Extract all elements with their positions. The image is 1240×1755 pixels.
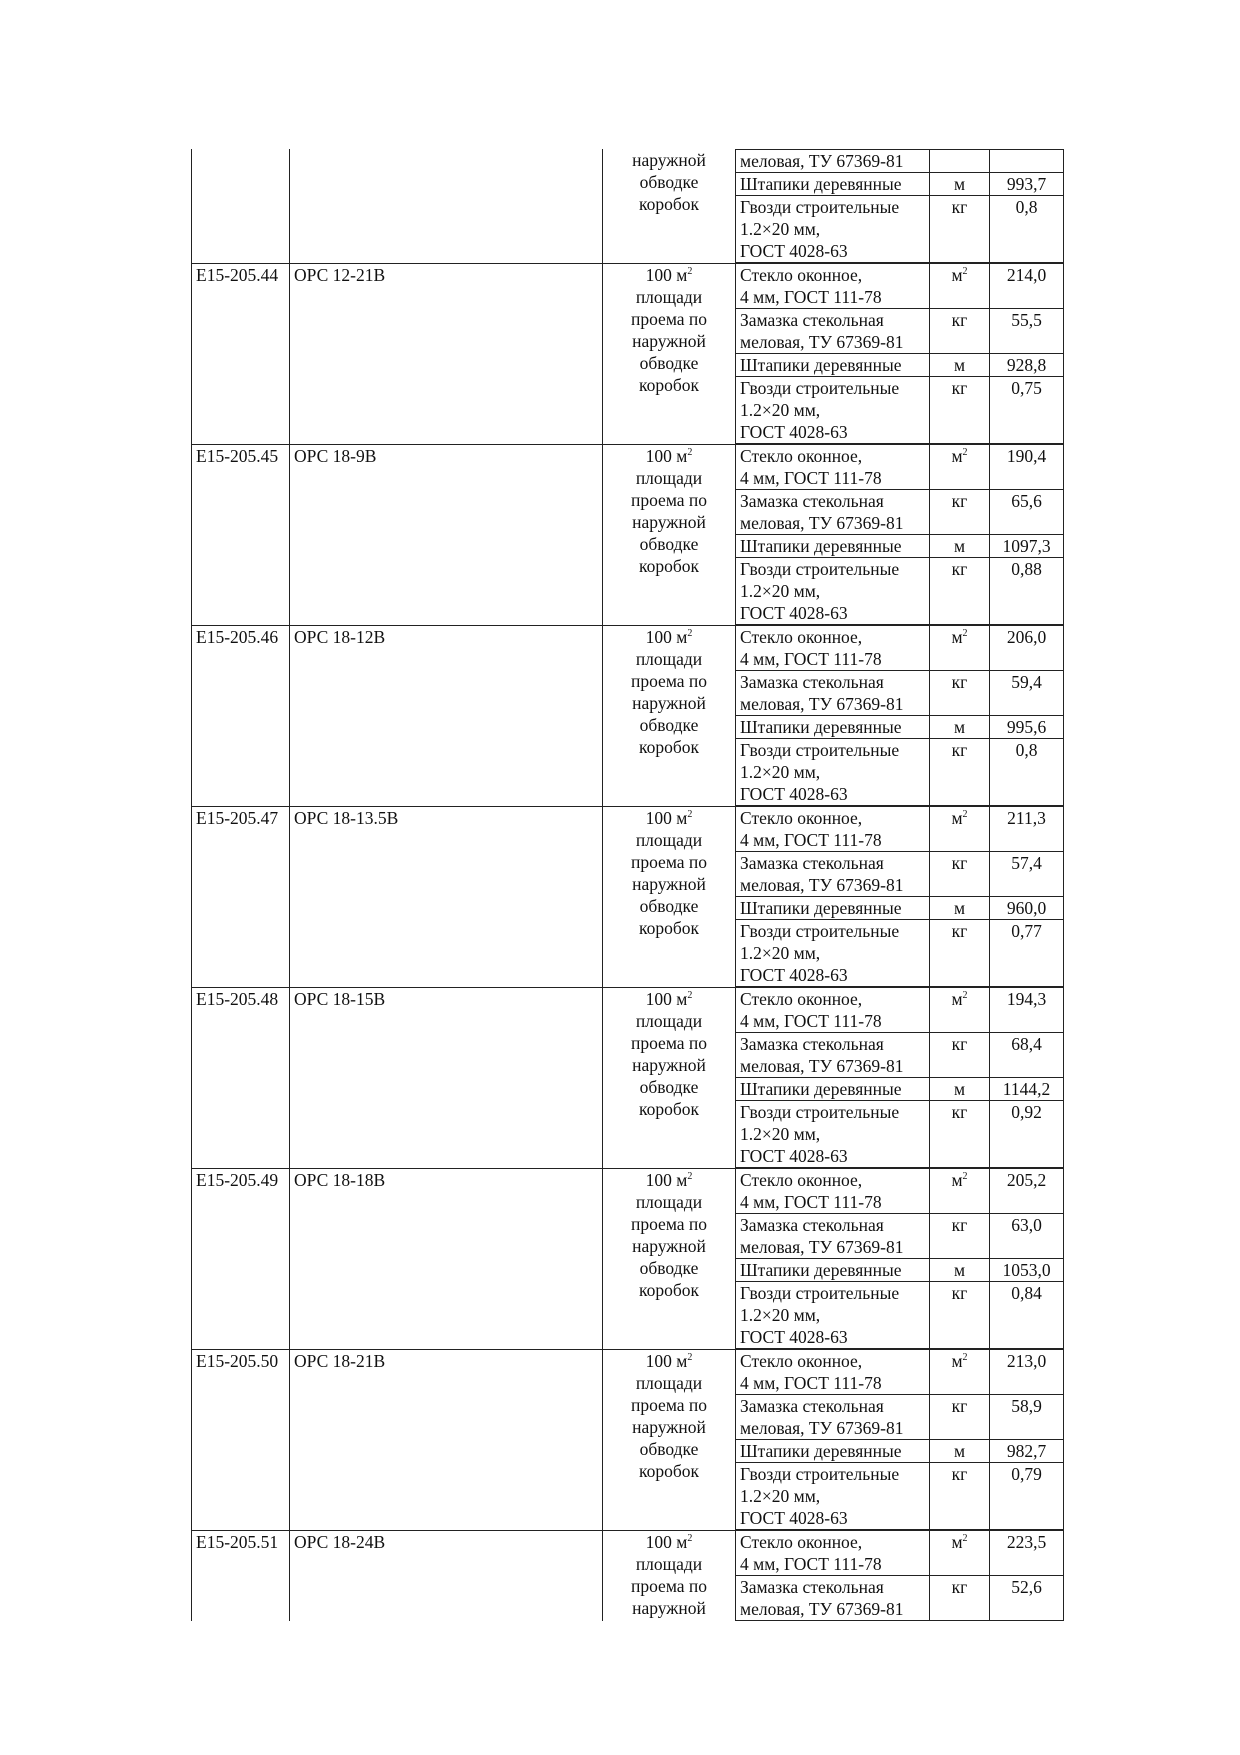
resource-name — [736, 739, 929, 805]
resources-list — [735, 807, 1064, 987]
resource-value: 52,6 — [989, 1576, 1063, 1620]
resource-name-line: меловая, ТУ 67369-81 — [740, 875, 904, 895]
resource-name-line: Замазка стекольная — [740, 853, 884, 873]
resources-list — [735, 264, 1064, 444]
resource-name-line: ГОСТ 4028-63 — [740, 1146, 848, 1166]
resource-name-line: Гвозди строительные — [740, 740, 900, 760]
resource-row — [736, 1214, 1063, 1259]
resource-name-line: Гвозди строительные — [740, 197, 900, 217]
unit-line: площади — [635, 287, 703, 307]
resource-row — [736, 920, 1063, 987]
resource-unit: м — [929, 173, 989, 195]
resource-unit: кг — [929, 1463, 989, 1529]
resource-unit: $м^2$ — [929, 1531, 989, 1575]
resource-name-line: меловая, ТУ 67369-81 — [740, 1418, 904, 1438]
resource-name-line: Штапики деревянные — [740, 1441, 902, 1461]
resource-value: 0,8 — [989, 739, 1063, 805]
table-row — [191, 263, 1064, 444]
norm-code: Е15-205.44 — [191, 264, 289, 444]
norm-code: Е15-205.50 — [191, 1350, 289, 1530]
resource-unit: м — [929, 1440, 989, 1462]
unit-line: проема по — [630, 1214, 708, 1234]
resource-name-line: Штапики деревянные — [740, 717, 902, 737]
resource-row — [736, 1350, 1063, 1395]
resource-value: 0,77 — [989, 920, 1063, 986]
product-name: ОРС 12-21В — [289, 264, 602, 444]
resource-name — [736, 920, 929, 986]
unit-line: наружной — [632, 1417, 706, 1437]
resource-name-line: ГОСТ 4028-63 — [740, 422, 848, 442]
resource-name-line: 4 мм, ГОСТ 111-78 — [740, 830, 882, 850]
unit-line: обводке — [639, 896, 699, 916]
resource-name-line: Стекло оконное, — [740, 265, 863, 285]
resource-row — [736, 1259, 1063, 1282]
resource-name-line: ГОСТ 4028-63 — [740, 965, 848, 985]
resource-row — [736, 1169, 1063, 1214]
resource-unit: кг — [929, 920, 989, 986]
resource-value: 960,0 — [989, 897, 1063, 919]
measurement-unit — [602, 807, 735, 987]
unit-line: наружной — [632, 874, 706, 894]
resource-row — [736, 716, 1063, 739]
resource-row — [736, 1440, 1063, 1463]
measurement-unit — [602, 626, 735, 806]
resource-name — [736, 354, 929, 376]
unit-line: 100 $м^2$ — [645, 627, 693, 647]
resource-name-line: Стекло оконное, — [740, 1170, 863, 1190]
resource-value: 205,2 — [989, 1169, 1063, 1213]
resource-value: 1053,0 — [989, 1259, 1063, 1281]
table-row — [191, 1168, 1064, 1349]
resource-name-line: 1.2×20 мм, — [740, 1305, 821, 1325]
resource-value: 0,8 — [989, 196, 1063, 262]
resource-row — [736, 490, 1063, 535]
unit-line: коробок — [638, 1280, 700, 1300]
resource-unit: кг — [929, 1101, 989, 1167]
resource-name-line: Штапики деревянные — [740, 898, 902, 918]
unit-line: обводке — [639, 1077, 699, 1097]
resource-unit: кг — [929, 1395, 989, 1439]
resource-unit: м — [929, 716, 989, 738]
resource-value: 995,6 — [989, 716, 1063, 738]
resource-name — [736, 309, 929, 353]
resource-value: 0,79 — [989, 1463, 1063, 1529]
resource-name — [736, 264, 929, 308]
resource-name — [736, 445, 929, 489]
measurement-unit — [602, 1531, 735, 1621]
resource-name-line: Замазка стекольная — [740, 1396, 884, 1416]
resource-name-line: Гвозди строительные — [740, 921, 900, 941]
resource-name — [736, 1440, 929, 1462]
resource-name — [736, 716, 929, 738]
resource-row — [736, 558, 1063, 625]
resource-name-line: Гвозди строительные — [740, 1102, 900, 1122]
resource-value: 55,5 — [989, 309, 1063, 353]
unit-line: наружной — [632, 1055, 706, 1075]
unit-line: коробок — [638, 1461, 700, 1481]
unit-line: 100 $м^2$ — [645, 808, 693, 828]
unit-line: площади — [635, 1192, 703, 1212]
product-name: ОРС 18-15В — [289, 988, 602, 1168]
resource-name — [736, 671, 929, 715]
resource-name-line: Гвозди строительные — [740, 1464, 900, 1484]
resource-name-line: 4 мм, ГОСТ 111-78 — [740, 1011, 882, 1031]
measurement-unit — [602, 264, 735, 444]
resource-value: 0,88 — [989, 558, 1063, 624]
resource-name-line: Штапики деревянные — [740, 1260, 902, 1280]
resource-row — [736, 1576, 1063, 1621]
resource-value: 63,0 — [989, 1214, 1063, 1258]
resource-name — [736, 1078, 929, 1100]
measurement-unit — [602, 445, 735, 625]
product-name: ОРС 18-9В — [289, 445, 602, 625]
resource-name-line: ГОСТ 4028-63 — [740, 1508, 848, 1528]
resource-name — [736, 1259, 929, 1281]
resource-row — [736, 1033, 1063, 1078]
resource-name-line: Стекло оконное, — [740, 808, 863, 828]
resource-unit: м — [929, 535, 989, 557]
table-row — [191, 987, 1064, 1168]
resource-name-line: 4 мм, ГОСТ 111-78 — [740, 468, 882, 488]
resource-value: 58,9 — [989, 1395, 1063, 1439]
resource-name-line: меловая, ТУ 67369-81 — [740, 332, 904, 352]
resource-unit: м — [929, 1078, 989, 1100]
resource-unit: кг — [929, 1033, 989, 1077]
table-row — [191, 806, 1064, 987]
resource-name — [736, 1033, 929, 1077]
resource-name-line: Замазка стекольная — [740, 1034, 884, 1054]
unit-line: проема по — [630, 1576, 708, 1596]
resource-row — [736, 626, 1063, 671]
unit-line: наружной — [632, 512, 706, 532]
resource-unit: $м^2$ — [929, 626, 989, 670]
resource-name-line: 1.2×20 мм, — [740, 943, 821, 963]
resource-value: 223,5 — [989, 1531, 1063, 1575]
resource-value: 1144,2 — [989, 1078, 1063, 1100]
norm-code: Е15-205.47 — [191, 807, 289, 987]
resources-list — [735, 988, 1064, 1168]
resource-unit: кг — [929, 1282, 989, 1348]
resource-value: 194,3 — [989, 988, 1063, 1032]
resource-name-line: Гвозди строительные — [740, 1283, 900, 1303]
resource-unit: м — [929, 1259, 989, 1281]
resource-name-line: Стекло оконное, — [740, 446, 863, 466]
resource-name-line: 1.2×20 мм, — [740, 219, 821, 239]
norm-code: Е15-205.45 — [191, 445, 289, 625]
unit-line: коробок — [638, 375, 700, 395]
unit-line: 100 $м^2$ — [645, 1351, 693, 1371]
resource-row — [736, 852, 1063, 897]
unit-line: 100 $м^2$ — [645, 446, 693, 466]
resource-unit: кг — [929, 1214, 989, 1258]
unit-line: 100 $м^2$ — [645, 1532, 693, 1552]
product-name: ОРС 18-13.5В — [289, 807, 602, 987]
resource-unit: кг — [929, 558, 989, 624]
unit-line: площади — [635, 1011, 703, 1031]
resource-row — [736, 535, 1063, 558]
measurement-unit — [602, 1169, 735, 1349]
resource-name — [736, 558, 929, 624]
unit-line: обводке — [639, 534, 699, 554]
unit-line: проема по — [630, 671, 708, 691]
resource-row — [736, 149, 1063, 173]
resource-row — [736, 309, 1063, 354]
unit-line: наружной — [632, 150, 706, 170]
resources-list — [735, 1531, 1064, 1621]
norms-table — [191, 149, 1064, 1621]
resource-name-line: Замазка стекольная — [740, 1215, 884, 1235]
resource-name — [736, 535, 929, 557]
unit-line: площади — [635, 1373, 703, 1393]
resource-name-line: Замазка стекольная — [740, 1577, 884, 1597]
resource-name-line: ГОСТ 4028-63 — [740, 1327, 848, 1347]
resource-name — [736, 1576, 929, 1620]
resource-name — [736, 1463, 929, 1529]
unit-line: проема по — [630, 1033, 708, 1053]
resources-list — [735, 1350, 1064, 1530]
unit-line: наружной — [632, 693, 706, 713]
resource-name — [736, 988, 929, 1032]
measurement-unit — [602, 988, 735, 1168]
resource-name — [736, 1350, 929, 1394]
resource-row — [736, 1282, 1063, 1349]
unit-line: проема по — [630, 852, 708, 872]
resource-value: 65,6 — [989, 490, 1063, 534]
table-row — [191, 1349, 1064, 1530]
resource-name-line: 4 мм, ГОСТ 111-78 — [740, 287, 882, 307]
resource-row — [736, 1531, 1063, 1576]
resource-name-line: 1.2×20 мм, — [740, 581, 821, 601]
resource-name-line: ГОСТ 4028-63 — [740, 603, 848, 623]
unit-line: обводке — [639, 715, 699, 735]
resource-name-line: Стекло оконное, — [740, 1351, 863, 1371]
resource-name-line: Штапики деревянные — [740, 174, 902, 194]
unit-line: коробок — [638, 737, 700, 757]
unit-line: обводке — [639, 1439, 699, 1459]
resource-name-line: 1.2×20 мм, — [740, 1124, 821, 1144]
unit-line: обводке — [639, 1258, 699, 1278]
resource-unit: м — [929, 354, 989, 376]
resource-name-line: Замазка стекольная — [740, 310, 884, 330]
resource-name — [736, 196, 929, 262]
resource-row — [736, 807, 1063, 852]
resource-name-line: ГОСТ 4028-63 — [740, 784, 848, 804]
norm-code: Е15-205.51 — [191, 1531, 289, 1621]
resource-row — [736, 1101, 1063, 1168]
table-row — [191, 625, 1064, 806]
resource-value — [989, 150, 1063, 172]
unit-line: коробок — [638, 556, 700, 576]
norm-code: Е15-205.49 — [191, 1169, 289, 1349]
resource-name — [736, 1395, 929, 1439]
resource-name — [736, 1214, 929, 1258]
unit-line: обводке — [639, 172, 699, 192]
resource-unit: кг — [929, 739, 989, 805]
unit-line: наружной — [632, 1236, 706, 1256]
resource-unit: м — [929, 897, 989, 919]
unit-line: 100 $м^2$ — [645, 265, 693, 285]
resource-name-line: меловая, ТУ 67369-81 — [740, 1599, 904, 1619]
resource-name-line: Стекло оконное, — [740, 1532, 863, 1552]
resource-name-line: меловая, ТУ 67369-81 — [740, 513, 904, 533]
resource-value: 982,7 — [989, 1440, 1063, 1462]
resource-row — [736, 173, 1063, 196]
unit-line: коробок — [638, 918, 700, 938]
resource-name — [736, 1169, 929, 1213]
resource-name-line: 4 мм, ГОСТ 111-78 — [740, 1192, 882, 1212]
norm-code: Е15-205.46 — [191, 626, 289, 806]
resource-row — [736, 1463, 1063, 1530]
product-name: ОРС 18-21В — [289, 1350, 602, 1530]
resource-unit: кг — [929, 1576, 989, 1620]
resource-name-line: Штапики деревянные — [740, 1079, 902, 1099]
resource-name-line: меловая, ТУ 67369-81 — [740, 694, 904, 714]
resources-list — [735, 1169, 1064, 1349]
resource-value: 0,75 — [989, 377, 1063, 443]
resource-value: 59,4 — [989, 671, 1063, 715]
resource-value: 190,4 — [989, 445, 1063, 489]
table-row — [191, 1530, 1064, 1621]
resource-name-line: 1.2×20 мм, — [740, 400, 821, 420]
resource-name — [736, 1101, 929, 1167]
resource-unit: $м^2$ — [929, 445, 989, 489]
unit-line: наружной — [632, 331, 706, 351]
resource-unit: $м^2$ — [929, 264, 989, 308]
resource-name — [736, 150, 929, 172]
product-name — [289, 149, 602, 263]
resource-row — [736, 354, 1063, 377]
resource-name-line: 1.2×20 мм, — [740, 1486, 821, 1506]
resource-name-line: Замазка стекольная — [740, 491, 884, 511]
resource-row — [736, 445, 1063, 490]
product-name: ОРС 18-24В — [289, 1531, 602, 1621]
resource-name — [736, 626, 929, 670]
resource-name-line: ГОСТ 4028-63 — [740, 241, 848, 261]
unit-line: наружной — [632, 1598, 706, 1618]
resource-name-line: меловая, ТУ 67369-81 — [740, 151, 904, 171]
resource-name — [736, 173, 929, 195]
resource-name — [736, 897, 929, 919]
resource-row — [736, 1395, 1063, 1440]
resource-name-line: Гвозди строительные — [740, 378, 900, 398]
resource-value: 213,0 — [989, 1350, 1063, 1394]
resource-name — [736, 1282, 929, 1348]
resource-row — [736, 196, 1063, 263]
unit-line: площади — [635, 1554, 703, 1574]
resource-name-line: 1.2×20 мм, — [740, 762, 821, 782]
resource-name-line: Стекло оконное, — [740, 627, 863, 647]
resource-unit: кг — [929, 671, 989, 715]
resource-unit: кг — [929, 490, 989, 534]
resource-value: 0,84 — [989, 1282, 1063, 1348]
resource-name-line: Штапики деревянные — [740, 536, 902, 556]
product-name: ОРС 18-12В — [289, 626, 602, 806]
resource-row — [736, 671, 1063, 716]
resource-unit: кг — [929, 196, 989, 262]
unit-line: коробок — [638, 1099, 700, 1119]
unit-line: проема по — [630, 1395, 708, 1415]
resource-value: 206,0 — [989, 626, 1063, 670]
resource-name-line: Стекло оконное, — [740, 989, 863, 1009]
resource-value: 993,7 — [989, 173, 1063, 195]
resource-name — [736, 852, 929, 896]
resource-row — [736, 264, 1063, 309]
measurement-unit — [602, 149, 735, 263]
resources-list — [735, 626, 1064, 806]
resource-name-line: 4 мм, ГОСТ 111-78 — [740, 1373, 882, 1393]
unit-line: площади — [635, 830, 703, 850]
resource-unit: кг — [929, 377, 989, 443]
resource-name-line: Штапики деревянные — [740, 355, 902, 375]
unit-line: 100 $м^2$ — [645, 989, 693, 1009]
resource-name-line: 4 мм, ГОСТ 111-78 — [740, 649, 882, 669]
unit-line: 100 $м^2$ — [645, 1170, 693, 1190]
resource-row — [736, 739, 1063, 806]
measurement-unit — [602, 1350, 735, 1530]
resource-unit: $м^2$ — [929, 807, 989, 851]
resource-value: 214,0 — [989, 264, 1063, 308]
resource-unit — [929, 150, 989, 172]
norm-code: Е15-205.48 — [191, 988, 289, 1168]
resource-name-line: Замазка стекольная — [740, 672, 884, 692]
resource-row — [736, 897, 1063, 920]
resource-name-line: Гвозди строительные — [740, 559, 900, 579]
resource-value: 1097,3 — [989, 535, 1063, 557]
resource-unit: $м^2$ — [929, 1169, 989, 1213]
unit-line: коробок — [638, 194, 700, 214]
resource-name — [736, 490, 929, 534]
resource-value: 211,3 — [989, 807, 1063, 851]
resource-row — [736, 377, 1063, 444]
unit-line: проема по — [630, 490, 708, 510]
resource-value: 57,4 — [989, 852, 1063, 896]
product-name: ОРС 18-18В — [289, 1169, 602, 1349]
resource-name — [736, 377, 929, 443]
resources-list — [735, 149, 1064, 263]
resource-value: 0,92 — [989, 1101, 1063, 1167]
resource-row — [736, 1078, 1063, 1101]
resource-unit: кг — [929, 852, 989, 896]
resource-unit: $м^2$ — [929, 1350, 989, 1394]
resource-name-line: 4 мм, ГОСТ 111-78 — [740, 1554, 882, 1574]
resources-list — [735, 445, 1064, 625]
table-row — [191, 444, 1064, 625]
resource-value: 928,8 — [989, 354, 1063, 376]
resource-unit: $м^2$ — [929, 988, 989, 1032]
resource-unit: кг — [929, 309, 989, 353]
unit-line: площади — [635, 468, 703, 488]
resource-name — [736, 807, 929, 851]
unit-line: проема по — [630, 309, 708, 329]
unit-line: площади — [635, 649, 703, 669]
resource-name-line: меловая, ТУ 67369-81 — [740, 1237, 904, 1257]
resource-name-line: меловая, ТУ 67369-81 — [740, 1056, 904, 1076]
resource-row — [736, 988, 1063, 1033]
unit-line: обводке — [639, 353, 699, 373]
norm-code — [191, 149, 289, 263]
resource-value: 68,4 — [989, 1033, 1063, 1077]
table-row — [191, 149, 1064, 263]
resource-name — [736, 1531, 929, 1575]
